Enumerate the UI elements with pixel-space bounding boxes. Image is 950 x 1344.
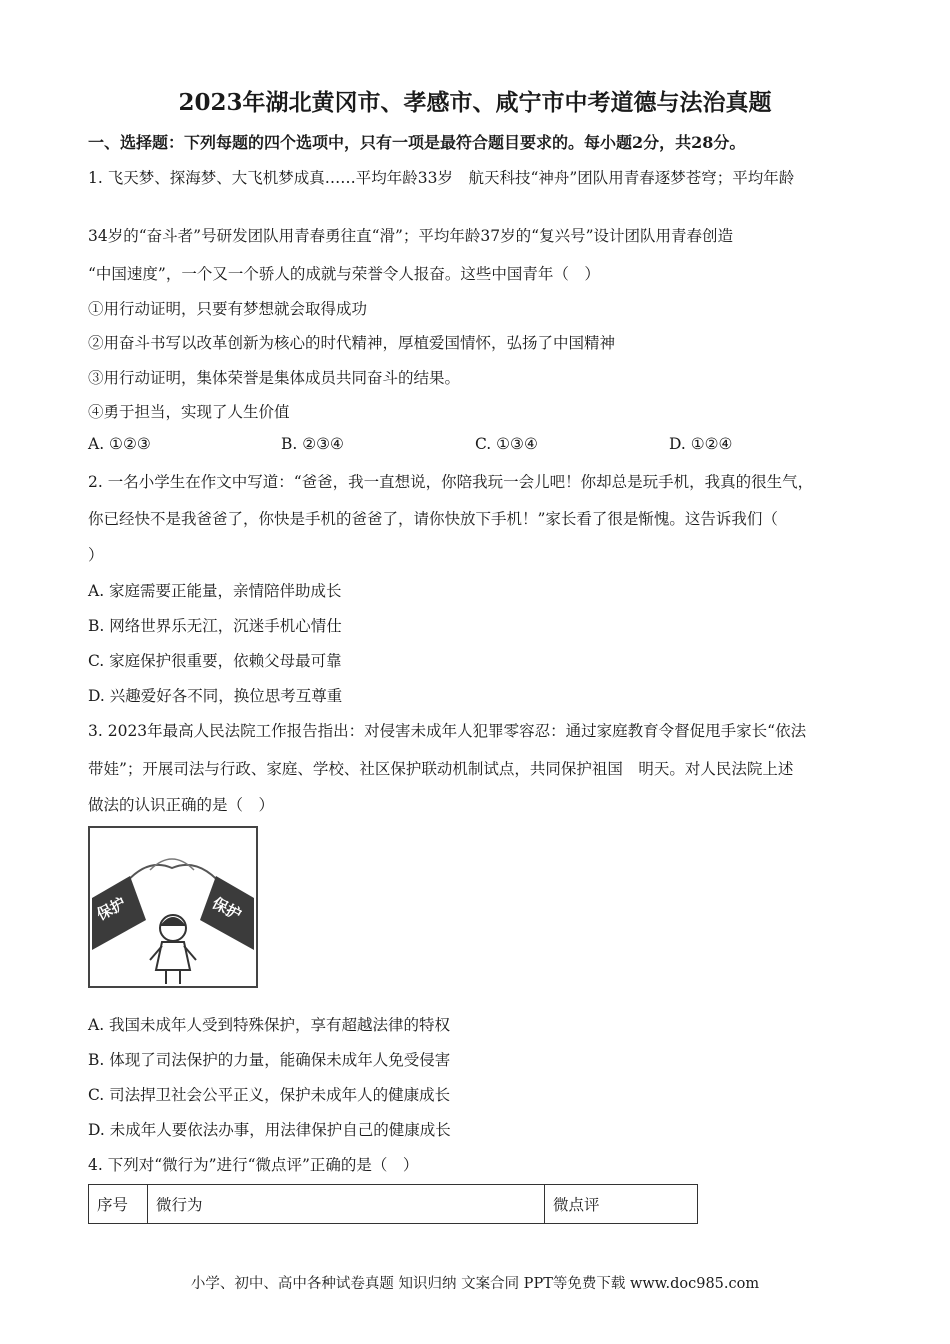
- q1-stem-line1: 1. 飞天梦、探海梦、大飞机梦成真……平均年龄33岁 航天科技“神舟”团队用青春逐梦苍穹；平均年龄: [88, 169, 795, 187]
- q3-stem-line2: 带娃”；开展司法与行政、家庭、学校、社区保护联动机制试点，共同保护祖国 明天。对人民法院上述: [88, 760, 794, 778]
- q1-stem-line2: 34岁的“奋斗者”号研发团队用青春勇往直“滑”；平均年龄37岁的“复兴号”设计团队用青春创造: [88, 227, 733, 245]
- table-header-comment: 微点评: [545, 1185, 698, 1224]
- q1-option-a: A. ①②③: [88, 435, 151, 453]
- protection-illustration: [88, 826, 258, 988]
- q3-stem-line3: 做法的认识正确的是（ ）: [88, 796, 275, 814]
- q2-option-b: B. 网络世界乐无江，沉迷手机心情仕: [88, 617, 342, 635]
- q2-option-c: C. 家庭保护很重要，依赖父母最可靠: [88, 652, 342, 670]
- q2-option-a: A. 家庭需要正能量，亲情陪伴助成长: [88, 582, 342, 600]
- q4-stem: 4. 下列对“微行为”进行“微点评”正确的是（ ）: [88, 1156, 419, 1174]
- q1-statement-1: ①用行动证明，只要有梦想就会取得成功: [88, 300, 368, 318]
- q1-statement-2: ②用奋斗书写以改革创新为核心的时代精神，厚植爱国情怀，弘扬了中国精神: [88, 334, 616, 352]
- q3-option-d: D. 未成年人要依法办事，用法律保护自己的健康成长: [88, 1121, 451, 1139]
- q1-statement-4: ④勇于担当，实现了人生价值: [88, 403, 290, 421]
- q3-option-b: B. 体现了司法保护的力量，能确保未成年人免受侵害: [88, 1051, 451, 1069]
- page-footer: 小学、初中、高中各种试卷真题 知识归纳 文案合同 PPT等免费下载 www.doc985.com: [190, 1276, 760, 1292]
- figure-left-label: 保护: [93, 893, 129, 924]
- q3-stem-line1: 3. 2023年最高人民法院工作报告指出：对侵害未成年人犯罪零容忍：通过家庭教育令督促甩手家长“依法: [88, 722, 807, 740]
- q1-stem-line3: “中国速度”，一个又一个骄人的成就与荣誉令人报奋。这些中国青年（ ）: [88, 265, 600, 283]
- q3-option-c: C. 司法捍卫社会公平正义，保护未成年人的健康成长: [88, 1086, 451, 1104]
- q2-stem-line3: ）: [88, 546, 104, 564]
- q1-option-d: D. ①②④: [669, 435, 733, 453]
- table-header-behavior: 微行为: [148, 1185, 545, 1224]
- section-heading: 一、选择题：下列每题的四个选项中，只有一项是最符合题目要求的。每小题2分，共28分。: [88, 133, 746, 152]
- q2-stem-line2: 你已经快不是我爸爸了，你快是手机的爸爸了，请你快放下手机！”家长看了很是惭愧。这告诉我们（: [88, 510, 778, 528]
- q2-option-d: D. 兴趣爱好各不同，换位思考互尊重: [88, 687, 343, 705]
- q2-stem-line1: 2. 一名小学生在作文中写道：“爸爸，我一直想说，你陪我玩一会儿吧！你却总是玩手机，我真的很生气，: [88, 473, 814, 491]
- table-row: [89, 1185, 698, 1224]
- table-header-number: 序号: [89, 1185, 148, 1224]
- q4-table: [88, 1184, 698, 1224]
- figure-right-label: 保护: [209, 893, 245, 924]
- page-title: 2023年湖北黄冈市、孝感市、咸宁市中考道德与法治真题: [178, 89, 772, 116]
- q1-option-c: C. ①③④: [475, 435, 538, 453]
- q3-option-a: A. 我国未成年人受到特殊保护，享有超越法律的特权: [88, 1016, 451, 1034]
- q1-option-b: B. ②③④: [281, 435, 344, 453]
- q1-statement-3: ③用行动证明，集体荣誉是集体成员共同奋斗的结果。: [88, 369, 461, 387]
